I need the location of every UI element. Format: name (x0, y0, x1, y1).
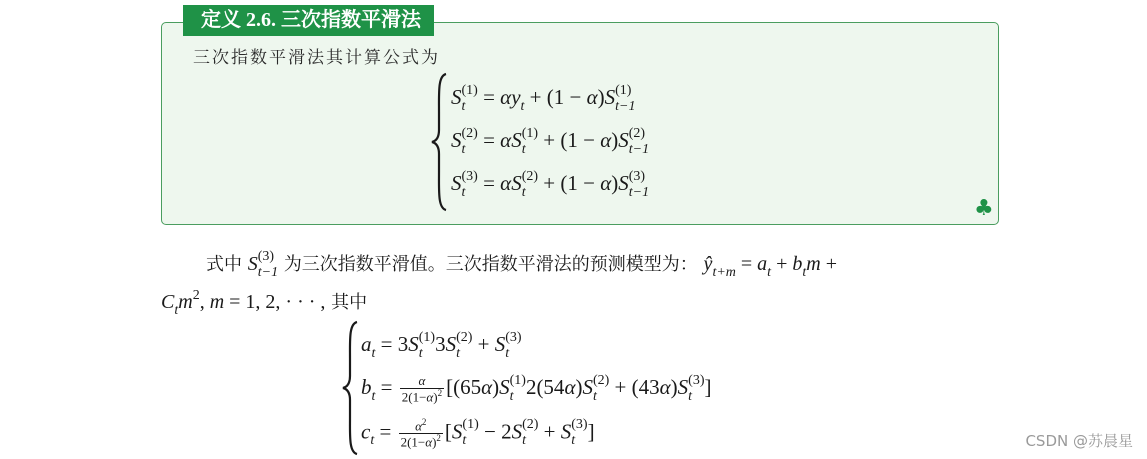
equation-at: $a_t = 3S$ (1) t 3S (2) t + S (3) t (361, 330, 522, 361)
equation-s1: S (1) t = $\alpha y_t + (1 - \alpha)S$ (1) t−1 (451, 83, 636, 114)
definition-intro: 三次指数平滑法其计算公式为 (193, 48, 440, 68)
paragraph-lead: 式中 (206, 254, 242, 275)
watermark: CSDN @苏晨星 (1025, 432, 1133, 450)
equation-ct: $c_t$ = $\frac{\alpha^2}{2(1-\alpha)^2}$ [S (1) t − 2S (2) t + S (3) t ] (361, 417, 595, 450)
equation-s3: S (3) t = αS (2) t + (1 − α)S (3) t−1 (451, 169, 650, 200)
club-end-icon: ♣ (974, 196, 994, 221)
paragraph-tail: 其中 (331, 292, 368, 313)
paragraph-line-1: 式中 S (3) t−1 为三次指数平滑值。三次指数平滑法的预测模型为： $ŷ_{t+m} = a_t + b_tm$ + (206, 249, 837, 281)
definition-title: 定义 2.6. 三次指数平滑法 (183, 5, 434, 36)
definition-left-brace (430, 72, 450, 212)
equation-s2: S (2) t = αS (1) t + (1 − α)S (2) t−1 (451, 126, 650, 157)
equation-bt: $b_t$ = $\frac{\alpha}{2(1-\alpha)^2}$ [(65α)S (1) t 2(54α)S (2) t + (43α)S (3) t ] (361, 373, 712, 405)
paragraph-line-2: $C_tm^2$, m = 1, 2, · · · , 其中 (161, 288, 368, 318)
paragraph-text: 为三次指数平滑值。三次指数平滑法的预测模型为： (283, 254, 698, 275)
model-left-brace (341, 320, 361, 456)
